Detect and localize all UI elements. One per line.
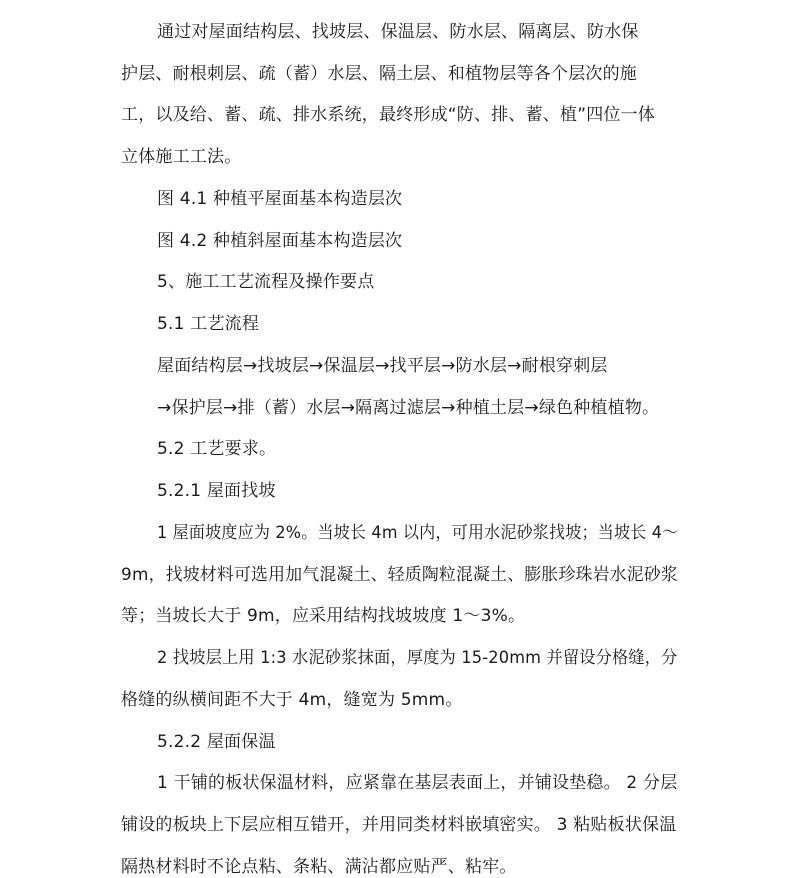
subsection-heading: 5.2.2 屋面保温: [157, 732, 276, 752]
paragraph-line: 1 干铺的板状保温材料，应紧靠在基层表面上，并铺设垫稳。 2 分层: [157, 773, 678, 793]
paragraph-line: 9m，找坡材料可选用加气混凝土、轻质陶粒混凝土、膨胀珍珠岩水泥砂浆: [121, 565, 679, 585]
paragraph-line: 铺设的板块上下层应相互错开，并用同类材料嵌填密实。 3 粘贴板状保温: [121, 815, 677, 835]
paragraph-line: 2 找坡层上用 1:3 水泥砂浆抹面，厚度为 15-20mm 并留设分格缝，分: [157, 648, 678, 668]
figure-caption: 图 4.1 种植平屋面基本构造层次: [157, 189, 403, 209]
paragraph-line: 1 屋面坡度应为 2%。当坡长 4m 以内，可用水泥砂浆找坡；当坡长 4～: [157, 523, 679, 543]
figure-caption: 图 4.2 种植斜屋面基本构造层次: [157, 231, 403, 251]
subsection-heading: 5.1 工艺流程: [157, 314, 260, 334]
paragraph-line: 立体施工工法。: [121, 147, 242, 167]
paragraph-line: 通过对屋面结构层、找坡层、保温层、防水层、隔离层、防水保: [157, 22, 639, 42]
subsection-heading: 5.2 工艺要求。: [157, 439, 277, 459]
paragraph-line: 格缝的纵横间距不大于 4m，缝宽为 5mm。: [121, 690, 463, 710]
subsection-heading: 5.2.1 屋面找坡: [157, 481, 276, 501]
process-flow-line: 屋面结构层→找坡层→保温层→找平层→防水层→耐根穿刺层: [157, 356, 608, 376]
section-heading: 5、施工工艺流程及操作要点: [157, 272, 375, 292]
paragraph-line: 护层、耐根刺层、疏（蓄）水层、隔土层、和植物层等各个层次的施: [121, 64, 637, 84]
paragraph-line: 等；当坡长大于 9m，应采用结构找坡坡度 1～3%。: [121, 606, 526, 626]
paragraph-line: 工，以及给、蓄、疏、排水系统，最终形成“防、排、蓄、植”四位一体: [121, 105, 656, 125]
process-flow-line: →保护层→排（蓄）水层→隔离过滤层→种植土层→绿色种植植物。: [157, 398, 660, 418]
paragraph-line: 隔热材料时不论点粘、条粘、满沾都应贴严、粘牢。: [121, 857, 517, 877]
